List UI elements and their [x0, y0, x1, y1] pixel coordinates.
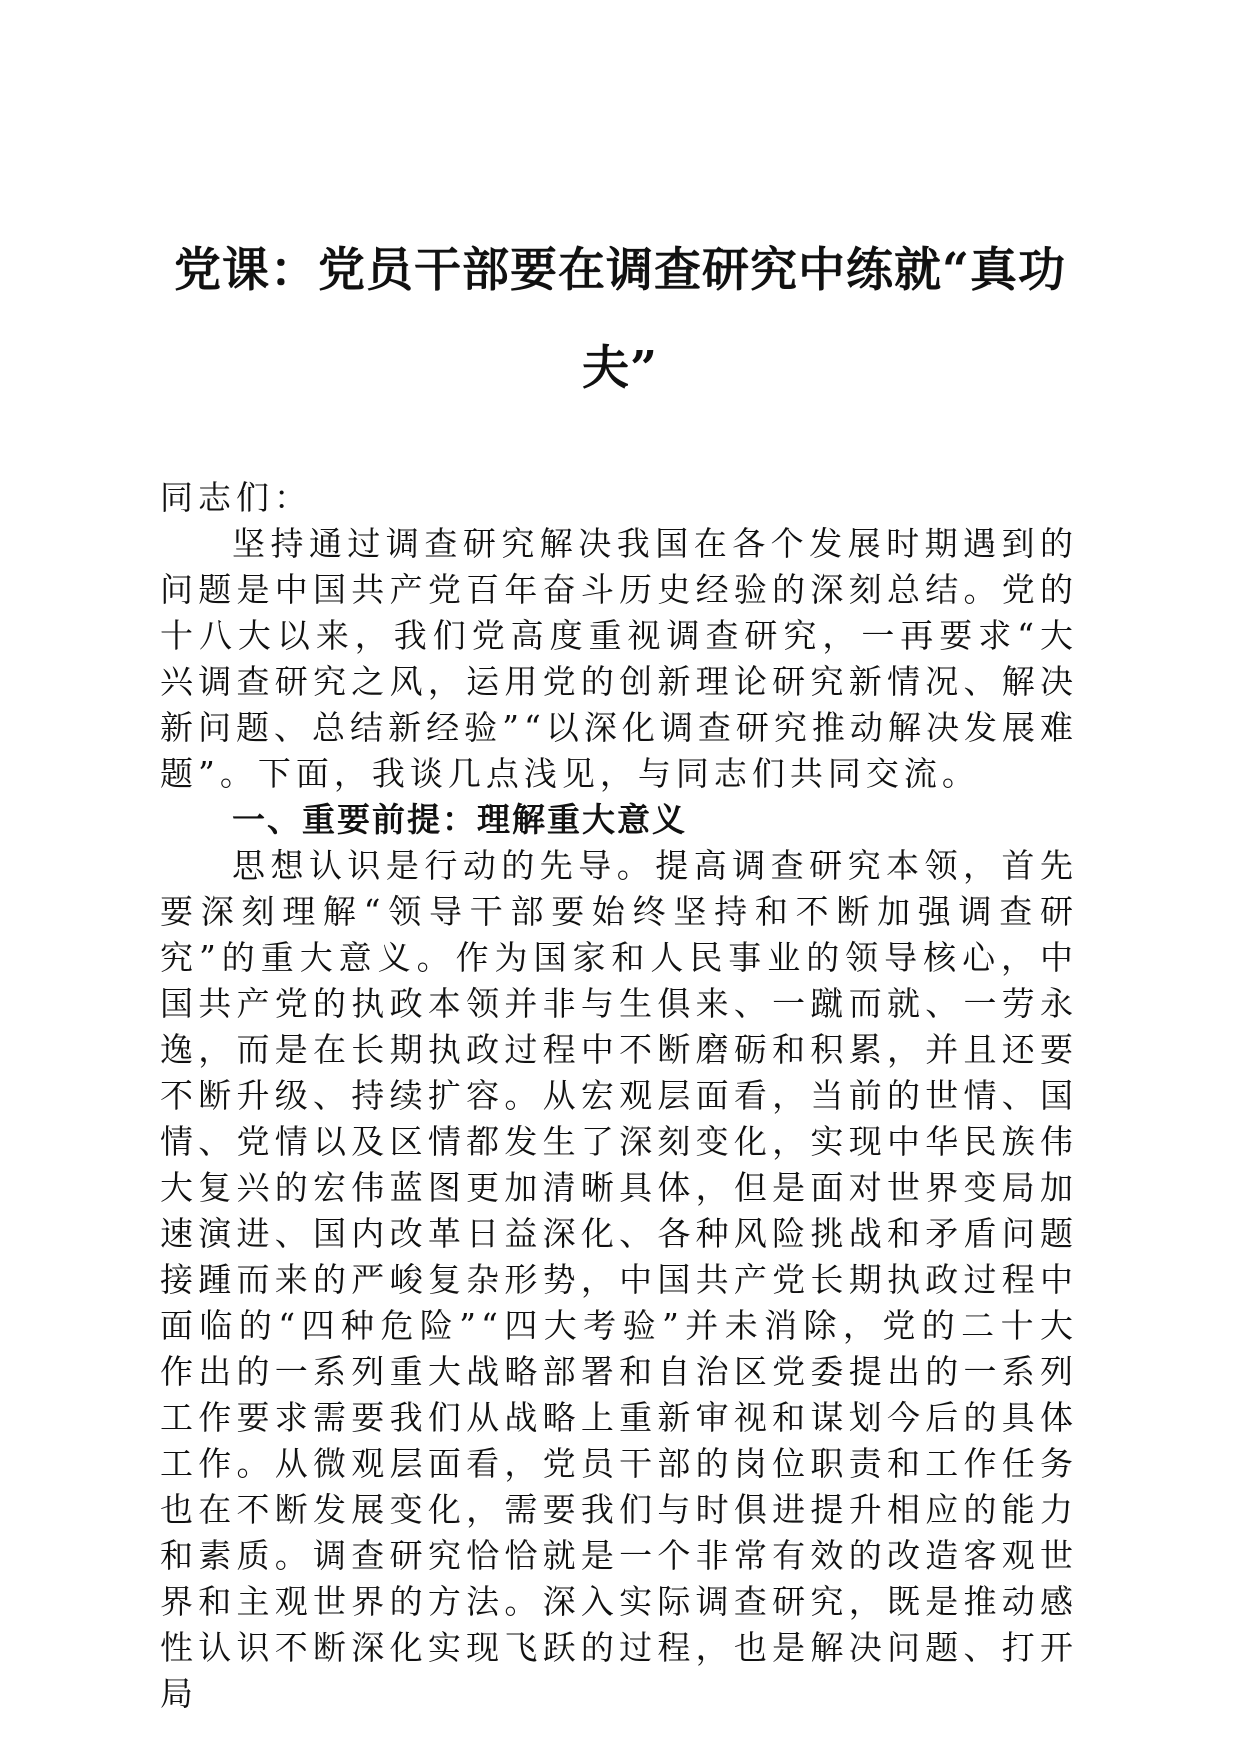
document-body [160, 475, 1078, 1717]
document-title: 党课：党员干部要在调查研究中练就“真功夫” [173, 243, 1067, 396]
salutation: 同志们： [160, 478, 312, 517]
intro-paragraph: 坚持通过调查研究解决我国在各个发展时期遇到的问题是中国共产党百年奋斗历史经验的深刻总结。党的十八大以来，我们党高度重视调查研究，一再要求“大兴调查研究之风，运用党的创新理论研究新情况、解决新问题、总结新经验”“以深化调查研究推动解决发展难题”。下面，我谈几点浅见，与同志们共同交流。 [160, 524, 1078, 793]
section-paragraph: 思想认识是行动的先导。提高调查研究本领，首先要深刻理解“领导干部要始终坚持和不断加强调查研究”的重大意义。作为国家和人民事业的领导核心，中国共产党的执政本领并非与生俱来、一蹴而就、一劳永逸，而是在长期执政过程中不断磨砺和积累，并且还要不断升级、持续扩容。从宏观层面看，当前的世情、国情、党情以及区情都发生了深刻变化，实现中华民族伟大复兴的宏伟蓝图更加清晰具体，但是面对世界变局加速演进、国内改革日益深化、各种风险挑战和矛盾问题接踵而来的严峻复杂形势，中国共产党长期执政过程中面临的“四种危险”“四大考验”并未消除，党的二十大作出的一系列重大战略部署和自治区党委提出的一系列工作要求需要我们从战略上重新审视和谋划今后的具体工作。从微观层面看，党员干部的岗位职责和工作任务也在不断发展变化，需要我们与时俱进提升相应的能力和素质。调查研究恰恰就是一个非常有效的改造客观世界和主观世界的方法。深入实际调查研究，既是推动感性认识不断深化实现飞跃的过程，也是解决问题、打开局 [160, 846, 1078, 1713]
section-heading: 一、重要前提：理解重大意义 [232, 800, 687, 839]
